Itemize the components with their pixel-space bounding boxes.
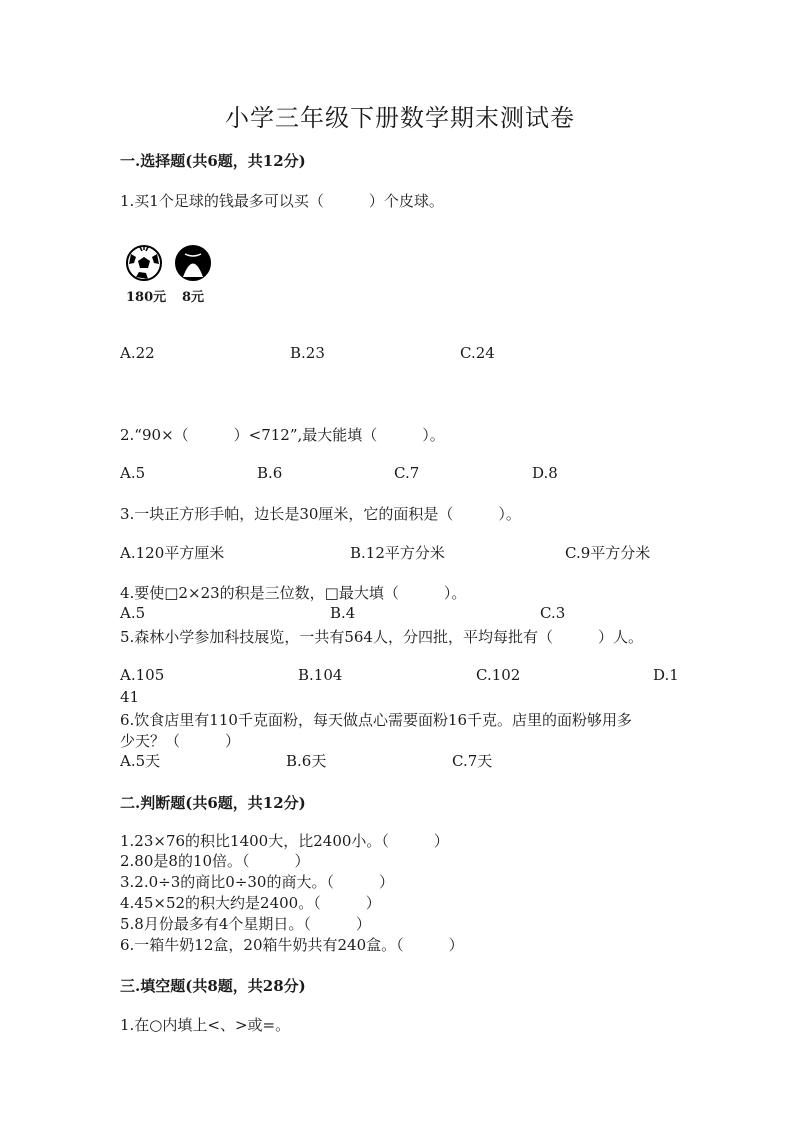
fill-item-1: 1.在○内填上<、>或=。	[120, 1016, 291, 1034]
rubber-ball-icon	[176, 246, 210, 280]
judge-item-6: 6.一箱牛奶12盒，20箱牛奶共有240盒。（ ）	[120, 936, 464, 954]
question-4-option-b: B.4	[330, 604, 356, 622]
judge-item-5: 5.8月份最多有4个星期日。（ ）	[120, 915, 371, 933]
question-4-stem: 4.要使□2×23的积是三位数，□最大填（ ）。	[120, 584, 467, 602]
question-4-option-a: A.5	[120, 604, 146, 622]
section-heading-choice: 一.选择题(共6题，共12分)	[120, 152, 306, 170]
section-heading-fill: 三.填空题(共8题，共28分)	[120, 977, 306, 995]
question-6-option-b: B.6天	[286, 752, 327, 770]
question-4-option-c: C.3	[540, 604, 566, 622]
question-3-option-a: A.120平方厘米	[120, 544, 225, 562]
question-5-option-c: C.102	[476, 666, 521, 684]
judge-item-2: 2.80是8的10倍。（ ）	[120, 852, 310, 870]
question-6-stem-line-2: 少天？（ ）	[120, 732, 241, 750]
judge-item-4: 4.45×52的积大约是2400。（ ）	[120, 894, 381, 912]
question-1-stem: 1.买1个足球的钱最多可以买（ ）个皮球。	[120, 192, 444, 210]
question-1-figure	[122, 244, 222, 308]
question-3-option-b: B.12平方分米	[350, 544, 445, 562]
question-5-option-a: A.105	[120, 666, 165, 684]
judge-item-3: 3.2.0÷3的商比0÷30的商大。（ ）	[120, 873, 394, 891]
question-5-option-d-wrap: 41	[120, 688, 140, 706]
judge-item-1: 1.23×76的积比1400大，比2400小。（ ）	[120, 832, 449, 850]
question-1-option-b: B.23	[290, 344, 325, 362]
question-6-option-c: C.7天	[452, 752, 493, 770]
question-5-option-d: D.1	[653, 666, 679, 684]
question-6-option-a: A.5天	[120, 752, 161, 770]
question-2-option-a: A.5	[120, 464, 146, 482]
question-2-option-c: C.7	[394, 464, 420, 482]
question-5-stem: 5.森林小学参加科技展览，一共有564人，分四批，平均每批有（ ）人。	[120, 628, 643, 646]
question-1-option-a: A.22	[120, 344, 155, 362]
question-2-stem: 2.“90×（ ）<712”,最大能填（ ）。	[120, 426, 445, 444]
section-heading-judge: 二.判断题(共6题，共12分)	[120, 794, 306, 812]
question-2-option-b: B.6	[257, 464, 283, 482]
page-title: 小学三年级下册数学期末测试卷	[225, 104, 575, 132]
soccer-price-label: 180元	[126, 290, 167, 305]
question-2-option-d: D.8	[532, 464, 558, 482]
question-6-stem-line-1: 6.饮食店里有110千克面粉，每天做点心需要面粉16千克。店里的面粉够用多	[120, 711, 633, 729]
question-3-stem: 3.一块正方形手帕，边长是30厘米，它的面积是（ ）。	[120, 505, 521, 523]
question-1-option-c: C.24	[460, 344, 495, 362]
question-3-option-c: C.9平方分米	[565, 544, 651, 562]
question-5-option-b: B.104	[298, 666, 343, 684]
ball-price-label: 8元	[182, 290, 205, 305]
soccer-ball-icon	[127, 246, 161, 280]
